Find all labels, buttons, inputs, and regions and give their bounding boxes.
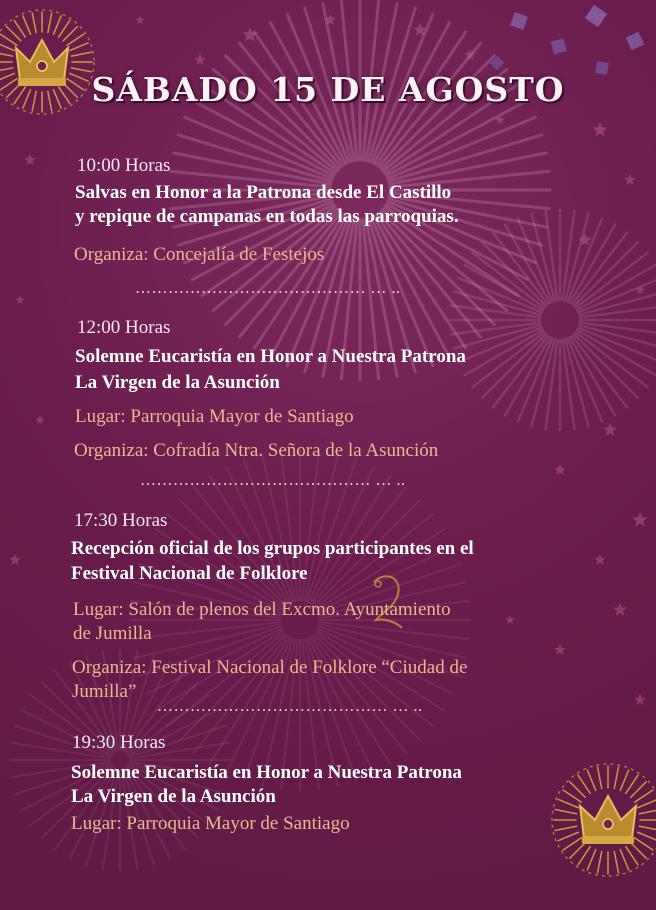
crown-ornament-bottom-right-icon [552,764,656,876]
event-4-lugar: Lugar: Parroquia Mayor de Santiago [71,813,350,834]
event-2-time: 12:00 Horas [77,317,171,338]
event-2-title-line-2: La Virgen de la Asunción [75,372,280,393]
event-3-organiza-line-2: Jumilla” [72,681,137,702]
separator-dots: …………………………………… … .. [140,472,406,489]
separator-dots: …………………………………… … .. [157,698,423,715]
event-1-time: 10:00 Horas [77,155,171,176]
event-3-time: 17:30 Horas [74,510,168,531]
event-4-time: 19:30 Horas [72,732,166,753]
event-3-title-line-1: Recepción oficial de los grupos participantes en el [71,538,474,559]
event-4-title-line-1: Solemne Eucaristía en Honor a Nuestra Patrona [71,762,462,783]
event-3-organiza-line-1: Organiza: Festival Nacional de Folklore “Ciudad de [72,657,468,678]
event-1-organiza: Organiza: Concejalía de Festejos [74,244,325,265]
confetti-squares-icon [490,5,644,75]
event-2-title-line-1: Solemne Eucaristía en Honor a Nuestra Patrona [75,346,466,367]
event-3-lugar-line-1: Lugar: Salón de plenos del Excmo. Ayuntamiento [73,599,451,620]
event-2-organiza: Organiza: Cofradía Ntra. Señora de la Asunción [74,440,439,461]
event-1-title-line-2: y repique de campanas en todas las parroquias. [75,206,459,227]
event-2-lugar: Lugar: Parroquia Mayor de Santiago [75,406,354,427]
firework-burst-right-icon [450,210,656,430]
event-1-title-line-1: Salvas en Honor a la Patrona desde El Castillo [75,182,452,203]
firework-burst-middle-icon [130,450,470,790]
page-title: SÁBADO 15 DE AGOSTO [91,70,565,109]
separator-dots: …………………………………… … .. [135,280,401,297]
event-3-title-line-2: Festival Nacional de Folklore [71,563,308,584]
event-4-title-line-2: La Virgen de la Asunción [71,786,276,807]
event-3-lugar-line-2: de Jumilla [73,623,152,644]
